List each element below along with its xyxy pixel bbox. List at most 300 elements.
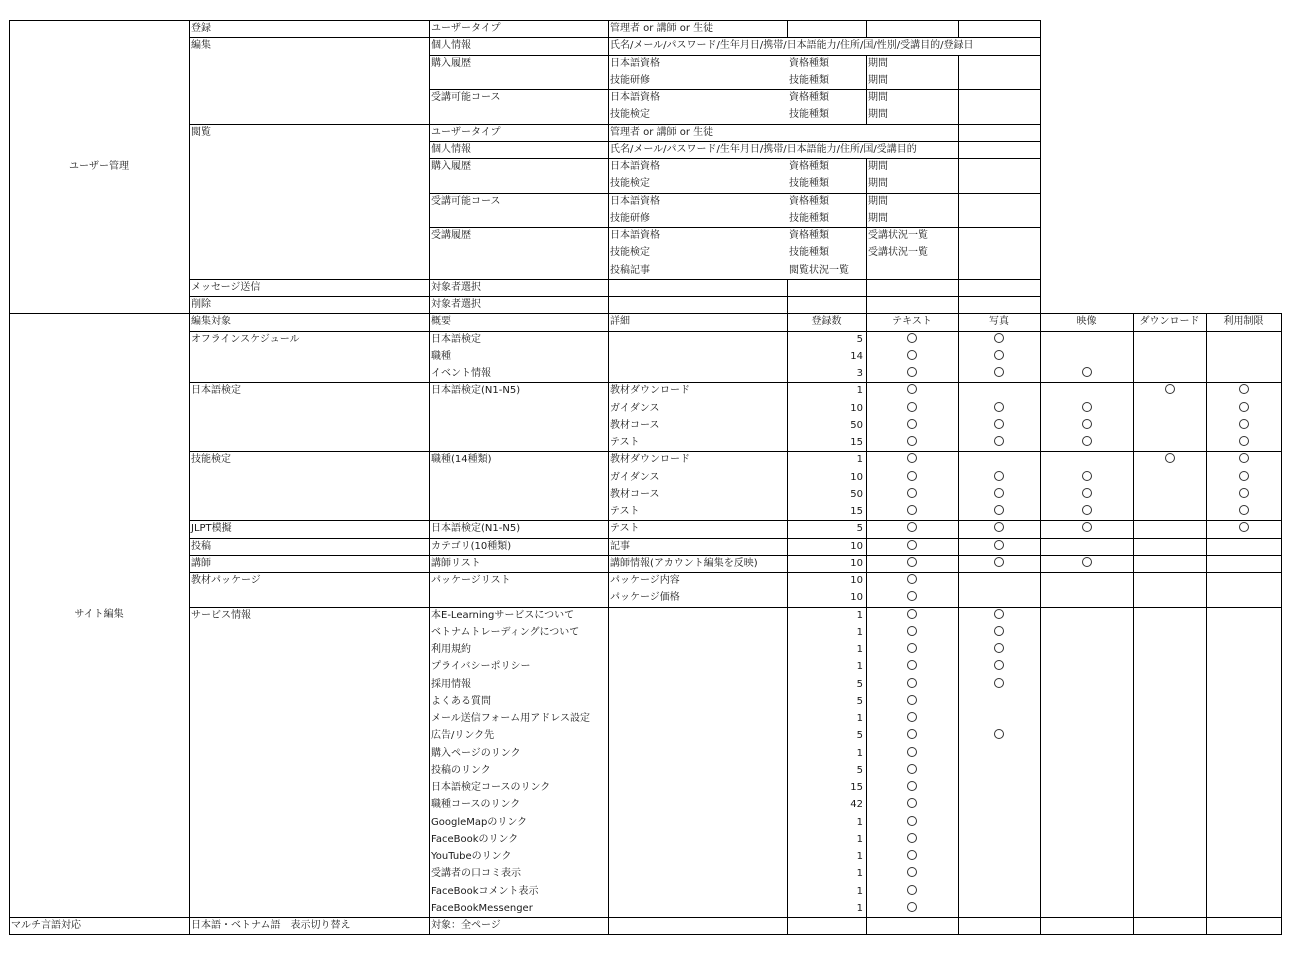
site-cell-c: ベトナムトレーディングについて	[431, 626, 580, 638]
user-mgmt-cell-c: 受講履歴	[431, 230, 471, 241]
site-cell-b: 技能検定	[191, 454, 231, 466]
grid-line-h	[189, 451, 1281, 452]
grid-line-v	[1133, 313, 1134, 917]
user-mgmt-cell-c: 対象者選択	[431, 281, 481, 293]
grid-line-v	[608, 20, 609, 313]
site-cell-c: 講師リスト	[431, 557, 481, 569]
user-mgmt-cell-b: 登録	[191, 23, 211, 34]
site-cell-c: メール送信フォーム用アドレス設定	[431, 713, 590, 724]
mark-cell	[1040, 469, 1133, 486]
count-cell: 5	[856, 523, 863, 535]
circle-mark-icon	[994, 643, 1004, 653]
user-mgmt-cell-d: 技能検定	[610, 109, 650, 121]
site-cell-c: よくある質問	[431, 695, 491, 707]
mark-cell	[866, 624, 958, 641]
user-mgmt-cell-d: 日本語資格	[610, 195, 660, 207]
mark-cell	[958, 348, 1040, 365]
user-mgmt-cell-d: 技能研修	[610, 74, 650, 86]
site-cell-c: 採用情報	[431, 678, 471, 690]
circle-mark-icon	[907, 333, 917, 343]
grid-line-v	[189, 20, 190, 313]
circle-mark-icon	[907, 488, 917, 498]
mark-cell	[1206, 382, 1281, 399]
grid-line-h	[429, 193, 1040, 194]
circle-mark-icon	[994, 522, 1004, 532]
site-cell-b: 講師	[191, 557, 211, 569]
mark-cell	[866, 538, 958, 555]
count-cell: 5	[856, 730, 863, 742]
site-cell-d: 記事	[610, 540, 630, 552]
circle-mark-icon	[907, 885, 917, 895]
mark-cell	[866, 607, 958, 624]
mark-cell	[958, 727, 1040, 744]
mark-cell	[1040, 400, 1133, 417]
count-cell: 1	[856, 747, 863, 759]
user-mgmt-cell-e: 技能種類	[789, 109, 829, 121]
user-mgmt-cell-b: 編集	[191, 40, 211, 52]
mark-cell	[1040, 417, 1133, 434]
site-cell-d: テスト	[610, 523, 640, 535]
grid-line-v	[787, 20, 788, 37]
site-cell-b: オフラインスケジュール	[191, 333, 300, 345]
grid-line-h	[189, 520, 1281, 521]
count-cell: 1	[856, 816, 863, 828]
user-mgmt-cell-d: 氏名/メール/パスワード/生年月日/携帯/日本語能力/住所/国/性別/受講目的/登録日	[610, 40, 974, 52]
grid-line-h	[429, 89, 1040, 90]
site-cell-c: GoogleMapのリンク	[431, 816, 528, 828]
circle-mark-icon	[994, 660, 1004, 670]
count-cell: 1	[856, 885, 863, 897]
mark-cell	[866, 348, 958, 365]
grid-line-v	[429, 917, 430, 934]
grid-line-v	[866, 158, 867, 279]
mark-cell	[958, 503, 1040, 520]
count-cell: 5	[856, 764, 863, 776]
count-cell: 1	[856, 661, 863, 673]
circle-mark-icon	[907, 643, 917, 653]
user-mgmt-cell-f: 期間	[868, 74, 888, 86]
user-mgmt-cell-c: 個人情報	[431, 40, 471, 52]
grid-line-v	[866, 917, 867, 934]
grid-line-h	[189, 538, 1281, 539]
grid-line-v	[787, 917, 788, 934]
user-mgmt-cell-d: 日本語資格	[610, 161, 660, 172]
count-cell: 42	[850, 799, 863, 811]
circle-mark-icon	[907, 764, 917, 774]
grid-line-h	[429, 227, 1040, 228]
mark-cell	[1040, 486, 1133, 503]
mark-cell	[866, 762, 958, 779]
user-mgmt-cell-d: 投稿記事	[610, 264, 650, 276]
count-cell: 10	[850, 402, 863, 414]
grid-line-v	[958, 917, 959, 934]
grid-line-v	[429, 20, 430, 313]
mark-cell	[958, 641, 1040, 658]
user-mgmt-cell-c: ユーザータイプ	[431, 23, 501, 34]
mark-cell	[866, 727, 958, 744]
grid-line-v	[9, 313, 10, 934]
user-mgmt-cell-c: 受講可能コース	[431, 92, 501, 103]
circle-mark-icon	[994, 471, 1004, 481]
user-mgmt-cell-f: 受講状況一覧	[868, 230, 928, 241]
count-cell: 10	[850, 592, 863, 604]
mark-cell	[1206, 451, 1281, 468]
circle-mark-icon	[907, 505, 917, 515]
circle-mark-icon	[907, 902, 917, 912]
circle-mark-icon	[907, 798, 917, 808]
mark-cell	[866, 382, 958, 399]
site-cell-d: 教材コース	[610, 419, 660, 431]
circle-mark-icon	[907, 781, 917, 791]
grid-line-h	[189, 331, 1281, 332]
circle-mark-icon	[1082, 505, 1092, 515]
circle-mark-icon	[1239, 419, 1249, 429]
site-cell-c: 受講者の口コミ表示	[431, 868, 521, 880]
circle-mark-icon	[1082, 471, 1092, 481]
user-mgmt-cell-e: 資格種類	[789, 195, 829, 207]
circle-mark-icon	[907, 453, 917, 463]
mark-cell	[958, 555, 1040, 572]
grid-line-v	[1281, 313, 1282, 934]
count-cell: 14	[850, 350, 863, 362]
site-cell-c: YouTubeのリンク	[431, 851, 512, 862]
circle-mark-icon	[907, 557, 917, 567]
grid-line-v	[1040, 917, 1041, 934]
mark-cell	[866, 883, 958, 900]
mark-cell	[866, 434, 958, 451]
site-cell-d: ガイダンス	[610, 402, 660, 414]
mark-cell	[866, 848, 958, 865]
user-mgmt-cell-d: 技能研修	[610, 212, 650, 224]
user-mgmt-cell-f: 期間	[868, 212, 888, 224]
user-mgmt-cell-e: 資格種類	[789, 57, 829, 69]
grid-line-h	[9, 313, 1282, 314]
site-cell-c: FaceBookMessenger	[431, 902, 533, 914]
grid-line-h	[429, 141, 1040, 142]
user-mgmt-cell-e: 技能種類	[789, 212, 829, 224]
site-cell-c: 職種	[431, 350, 451, 362]
mark-cell	[1133, 451, 1206, 468]
circle-mark-icon	[907, 816, 917, 826]
circle-mark-icon	[907, 591, 917, 601]
user-mgmt-cell-d: 技能検定	[610, 178, 650, 190]
mark-cell	[866, 641, 958, 658]
grid-line-v	[958, 20, 959, 37]
site-cell-d: 教材コース	[610, 488, 660, 500]
user-mgmt-cell-e: 技能種類	[789, 74, 829, 86]
mark-cell	[866, 779, 958, 796]
site-cell-c: 日本語検定コースのリンク	[431, 782, 551, 793]
circle-mark-icon	[994, 729, 1004, 739]
mark-cell	[1040, 503, 1133, 520]
mark-cell	[866, 572, 958, 589]
site-cell-d: パッケージ価格	[610, 592, 680, 604]
circle-mark-icon	[994, 350, 1004, 360]
circle-mark-icon	[1165, 453, 1175, 463]
user-mgmt-cell-d: 技能検定	[610, 247, 650, 259]
circle-mark-icon	[907, 712, 917, 722]
circle-mark-icon	[1082, 522, 1092, 532]
mark-cell	[866, 503, 958, 520]
circle-mark-icon	[1082, 436, 1092, 446]
user-mgmt-cell-f: 受講状況一覧	[868, 247, 928, 259]
user-mgmt-cell-d: 日本語資格	[610, 230, 660, 241]
user-mgmt-cell-c: ユーザータイプ	[431, 126, 501, 138]
site-cell-d: ガイダンス	[610, 471, 660, 483]
header-d: 詳細	[610, 316, 630, 328]
circle-mark-icon	[994, 419, 1004, 429]
mark-cell	[866, 331, 958, 348]
circle-mark-icon	[1239, 471, 1249, 481]
grid-line-v	[866, 313, 867, 917]
circle-mark-icon	[907, 747, 917, 757]
grid-line-h	[189, 124, 1040, 125]
mark-cell	[866, 831, 958, 848]
grid-line-v	[958, 313, 959, 917]
circle-mark-icon	[907, 609, 917, 619]
count-cell: 10	[850, 575, 863, 586]
site-cell-c: 日本語検定	[431, 333, 481, 345]
circle-mark-icon	[994, 333, 1004, 343]
user-mgmt-cell-f: 期間	[868, 161, 888, 172]
count-cell: 1	[856, 644, 863, 655]
user-mgmt-cell-f: 期間	[868, 92, 888, 103]
grid-line-h	[9, 20, 1041, 21]
user-mgmt-cell-d: 日本語資格	[610, 92, 660, 103]
user-mgmt-cell-d: 氏名/メール/パスワード/生年月日/携帯/日本語能力/住所/国/受講目的	[610, 143, 917, 155]
mark-cell	[958, 538, 1040, 555]
circle-mark-icon	[994, 436, 1004, 446]
user-mgmt-cell-d: 日本語資格	[610, 57, 660, 69]
site-cell-d: テスト	[610, 437, 640, 448]
site-cell-c: カテゴリ(10種類)	[431, 540, 512, 552]
site-cell-c: 日本語検定(N1-N5)	[431, 523, 521, 535]
mark-cell	[958, 624, 1040, 641]
circle-mark-icon	[907, 695, 917, 705]
grid-line-v	[866, 279, 867, 314]
circle-mark-icon	[1082, 402, 1092, 412]
site-cell-c: プライバシーポリシー	[431, 661, 531, 673]
header-c: 概要	[431, 316, 451, 328]
mark-cell	[866, 745, 958, 762]
mark-cell	[958, 658, 1040, 675]
count-cell: 1	[856, 851, 863, 862]
count-cell: 1	[856, 626, 863, 638]
mark-cell	[1206, 400, 1281, 417]
user-mgmt-cell-b: メッセージ送信	[191, 281, 261, 293]
site-cell-d: テスト	[610, 506, 640, 517]
user-mgmt-cell-e: 資格種類	[789, 230, 829, 241]
count-cell: 1	[856, 713, 863, 724]
grid-line-v	[189, 313, 190, 917]
grid-line-v	[958, 55, 959, 314]
header-b: 編集対象	[191, 316, 231, 328]
user-mgmt-cell-d: 管理者 or 講師 or 生徒	[610, 126, 714, 138]
circle-mark-icon	[907, 660, 917, 670]
grid-line-h	[429, 158, 1040, 159]
circle-mark-icon	[1082, 488, 1092, 498]
section-label-site-edit: サイト編集	[74, 609, 124, 621]
circle-mark-icon	[1239, 402, 1249, 412]
mark-cell	[1206, 417, 1281, 434]
header-h: 映像	[1076, 316, 1097, 328]
site-cell-b: 日本語検定	[191, 385, 241, 397]
user-mgmt-cell-d: 管理者 or 講師 or 生徒	[610, 23, 714, 34]
user-mgmt-cell-c: 個人情報	[431, 143, 471, 155]
mark-cell	[866, 400, 958, 417]
header-g: 写真	[989, 316, 1009, 328]
user-mgmt-cell-e: 閲覧状況一覧	[789, 264, 849, 276]
count-cell: 15	[850, 782, 863, 793]
circle-mark-icon	[994, 402, 1004, 412]
mark-cell	[1206, 434, 1281, 451]
header-e: 登録数	[811, 316, 842, 328]
count-cell: 10	[850, 471, 863, 483]
grid-line-h	[189, 296, 1040, 297]
count-cell: 1	[856, 385, 863, 397]
count-cell: 1	[856, 902, 863, 914]
count-cell: 3	[856, 368, 863, 379]
mark-cell	[1040, 365, 1133, 382]
site-cell-c: パッケージリスト	[431, 575, 511, 586]
mark-cell	[866, 555, 958, 572]
mark-cell	[1040, 555, 1133, 572]
site-cell-d: 教材ダウンロード	[610, 454, 690, 466]
grid-line-v	[1040, 20, 1041, 313]
mark-cell	[1040, 434, 1133, 451]
circle-mark-icon	[994, 678, 1004, 688]
count-cell: 10	[850, 540, 863, 552]
mark-cell	[958, 469, 1040, 486]
grid-line-h	[189, 607, 1281, 608]
mark-cell	[958, 676, 1040, 693]
grid-line-v	[608, 313, 609, 917]
mark-cell	[958, 400, 1040, 417]
user-mgmt-cell-b: 削除	[191, 299, 211, 310]
circle-mark-icon	[907, 867, 917, 877]
count-cell: 15	[850, 506, 863, 517]
circle-mark-icon	[907, 436, 917, 446]
mark-cell	[866, 365, 958, 382]
count-cell: 15	[850, 437, 863, 448]
mark-cell	[1206, 469, 1281, 486]
mark-cell	[1206, 503, 1281, 520]
count-cell: 10	[850, 557, 863, 569]
user-mgmt-cell-f: 期間	[868, 57, 888, 69]
circle-mark-icon	[907, 471, 917, 481]
site-cell-b: 投稿	[191, 540, 211, 552]
mark-cell	[958, 607, 1040, 624]
mark-cell	[866, 469, 958, 486]
grid-line-h	[189, 555, 1281, 556]
count-cell: 5	[856, 678, 863, 690]
site-cell-b: 教材パッケージ	[191, 575, 261, 586]
grid-line-v	[787, 313, 788, 917]
site-cell-b: JLPT模擬	[191, 523, 232, 535]
circle-mark-icon	[907, 626, 917, 636]
count-cell: 1	[856, 454, 863, 466]
user-mgmt-cell-c: 対象者選択	[431, 299, 481, 310]
grid-line-v	[866, 20, 867, 37]
circle-mark-icon	[1239, 453, 1249, 463]
user-mgmt-cell-e: 資格種類	[789, 92, 829, 103]
site-cell-d: 講師情報(アカウント編集を反映)	[610, 557, 758, 569]
header-j: 利用制限	[1223, 316, 1264, 328]
mark-cell	[1206, 486, 1281, 503]
site-cell-c: 広告/リンク先	[431, 730, 495, 742]
site-cell-d: 教材ダウンロード	[610, 385, 690, 397]
count-cell: 5	[856, 333, 863, 345]
user-mgmt-cell-b: 閲覧	[191, 126, 211, 138]
user-mgmt-cell-c: 受講可能コース	[431, 195, 501, 207]
grid-line-v	[608, 917, 609, 934]
site-cell-c: FaceBookコメント表示	[431, 885, 539, 897]
circle-mark-icon	[907, 522, 917, 532]
circle-mark-icon	[907, 729, 917, 739]
grid-line-v	[189, 917, 190, 934]
user-mgmt-cell-f: 期間	[868, 178, 888, 190]
circle-mark-icon	[1082, 557, 1092, 567]
grid-line-v	[429, 313, 430, 917]
count-cell: 5	[856, 695, 863, 707]
section-label-multilang: マルチ言語対応	[11, 920, 81, 931]
circle-mark-icon	[1082, 419, 1092, 429]
user-mgmt-cell-e: 技能種類	[789, 178, 829, 190]
grid-line-v	[1206, 313, 1207, 917]
multilang-toggle: 日本語・ベトナム語 表示切り替え	[191, 920, 351, 931]
grid-line-v	[9, 20, 10, 313]
circle-mark-icon	[907, 540, 917, 550]
circle-mark-icon	[907, 833, 917, 843]
mark-cell	[866, 417, 958, 434]
multilang-target: 対象：全ページ	[431, 920, 501, 931]
mark-cell	[958, 331, 1040, 348]
circle-mark-icon	[1082, 367, 1092, 377]
site-cell-c: 投稿のリンク	[431, 764, 491, 776]
circle-mark-icon	[994, 557, 1004, 567]
site-cell-c: 職種コースのリンク	[431, 799, 521, 811]
mark-cell	[866, 589, 958, 606]
mark-cell	[866, 451, 958, 468]
header-i: ダウンロード	[1139, 316, 1200, 328]
grid-line-v	[1206, 917, 1207, 934]
circle-mark-icon	[1239, 436, 1249, 446]
circle-mark-icon	[907, 678, 917, 688]
circle-mark-icon	[994, 505, 1004, 515]
circle-mark-icon	[994, 626, 1004, 636]
circle-mark-icon	[994, 367, 1004, 377]
mark-cell	[958, 365, 1040, 382]
count-cell: 1	[856, 609, 863, 621]
site-cell-d: パッケージ内容	[610, 575, 680, 586]
mark-cell	[866, 693, 958, 710]
circle-mark-icon	[907, 419, 917, 429]
count-cell: 1	[856, 868, 863, 880]
grid-line-h	[189, 572, 1281, 573]
user-mgmt-cell-c: 購入履歴	[431, 161, 471, 172]
circle-mark-icon	[1239, 384, 1249, 394]
mark-cell	[958, 486, 1040, 503]
mark-cell	[958, 434, 1040, 451]
grid-line-h	[189, 382, 1281, 383]
mark-cell	[1040, 520, 1133, 537]
grid-line-h	[189, 37, 1040, 38]
count-cell: 50	[850, 488, 863, 500]
circle-mark-icon	[907, 384, 917, 394]
mark-cell	[866, 710, 958, 727]
circle-mark-icon	[1165, 384, 1175, 394]
circle-mark-icon	[907, 350, 917, 360]
